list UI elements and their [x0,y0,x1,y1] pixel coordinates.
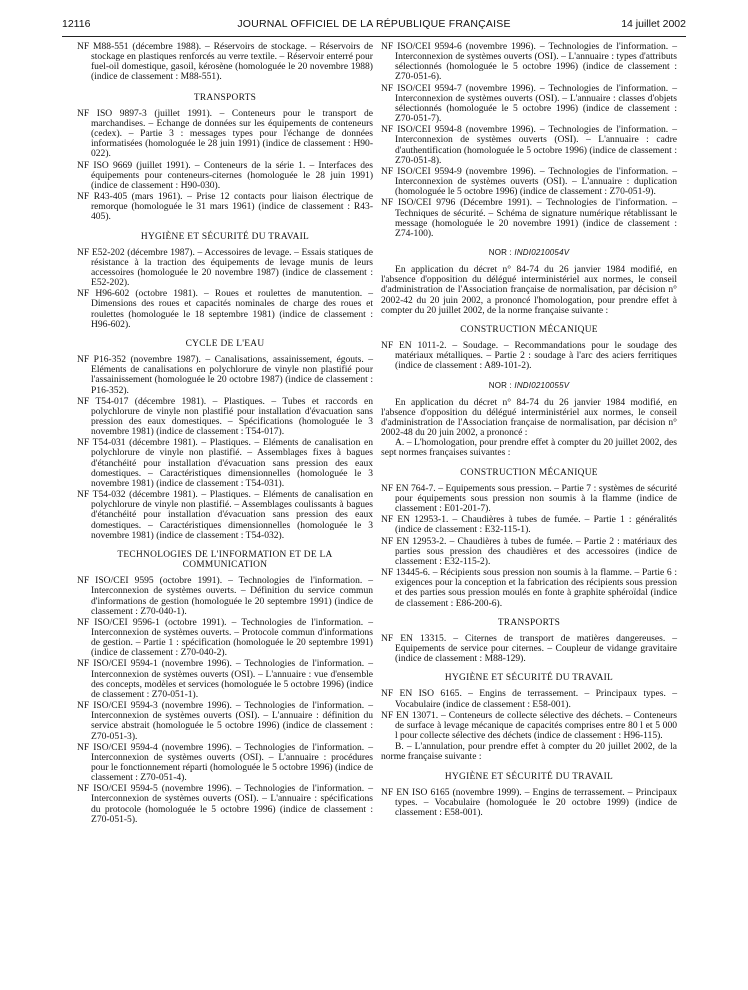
standard-entry: NF ISO/CEI 9594-7 (novembre 1996). – Technologies de l'information. – Interconnexion de systèmes ouverts (OSI). – L'annuaire : classes d'objets sélectionnés (homologuée le 5 octobre 1996) (indice de classement : Z70-051-7). [381,82,677,125]
standard-entry: NF EN 764-7. – Equipements sous pression. – Partie 7 : systèmes de sécurité pour équipements sous pression non soumis à la flamme (indice de classement : E01-201-7). [381,482,677,515]
section-heading: CONSTRUCTION MÉCANIQUE [460,467,598,478]
standard-entry: NF ISO/CEI 9594-1 (novembre 1996). – Technologies de l'information. – Interconnexion de systèmes ouverts (OSI). – L'annuaire : vue d'ensemble des concepts, modèles et services (homologuée le 5 octobre 1996) (indice de classement : Z70-051-1). [77,658,373,700]
nor-reference [381,381,677,391]
standard-entry: NF 13445-6. – Récipients sous pression non soumis à la flamme. – Partie 6 : exigences pour la conception et la fabrication des récipients sous pression et des parties sous pression moulés en fonte à graphite sphéroïdal (indice de classement : E86-200-6). [381,567,677,609]
section-heading: HYGIÈNE ET SÉCURITÉ DU TRAVAIL [444,673,614,684]
publication-date: 14 juillet 2002 [621,18,686,30]
nor-reference [381,248,677,258]
section-heading: TRANSPORTS [193,92,257,103]
page-header [62,16,686,34]
standard-entry: NF EN 13315. – Citernes de transport de matières dangereuses. – Equipements de service pour citernes. – Coupleur de vidange gravitaire (indice de classement : M88-129). [381,632,677,665]
decision-paragraph: En application du décret n° 84-74 du 26 janvier 1984 modifié, en l'absence d'opposition du délégué interministériel aux normes, le conseil d'administration de l'Association française de normalisation, par décision n° 2002-48 du 20 juin 2002, a prononcé : [381,396,677,439]
section-heading: TECHNOLOGIES DE L'INFORMATION ET DE LA COMMUNICATION [117,549,333,571]
standard-entry: NF EN 12953-2. – Chaudières à tubes de fumée. – Partie 2 : matériaux des parties sous pression des chaudières et des accessoires (indice de classement : E32-115-2). [381,535,677,567]
section-heading: CONSTRUCTION MÉCANIQUE [460,324,598,335]
standard-entry: NF ISO/CEI 9594-4 (novembre 1996). – Technologies de l'information. – Interconnexion de systèmes ouverts (OSI). – L'annuaire : procédures pour le fonctionnement réparti (homologuée le 5 octobre 1996) (indice de classement : Z70-051-4). [77,741,373,784]
standard-entry: NF T54-017 (décembre 1981). – Plastiques. – Tubes et raccords en polychlorure de vinyle non plastifié pour installation d'évacuation sans pression des eaux domestiques. – Spécifications (homologuée le 3 novembre 1981) (indice de classement : T54-017). [77,395,373,438]
header-rule [62,36,686,37]
standard-entry: NF ISO 9897-3 (juillet 1991). – Conteneurs pour le transport de marchandises. – Echange de données sur les équipements de conteneurs (cedex). – Partie 3 : messages types pour l'échange de données informatisées (homologuée le 28 juin 1991) (indice de classement : H90-022). [77,107,373,160]
nor-code: INDI0210054V [514,247,570,257]
right-column [381,42,677,819]
standard-entry: NF R43-405 (mars 1961). – Prise 12 contacts pour liaison électrique de remorque (homologuée le 31 mars 1961) (indice de classement : R43-405). [77,191,373,223]
left-column [77,42,373,826]
journal-title: JOURNAL OFFICIEL DE LA RÉPUBLIQUE FRANÇAISE [237,18,511,30]
nor-label: NOR : [488,380,512,390]
standard-entry: NF ISO/CEI 9596-1 (octobre 1991). – Technologies de l'information. – Interconnexion de systèmes ouverts. – Protocole commun d'informations de gestion. – Partie 1 : spécification (homologuée le 20 septembre 1991) (indice de classement : Z70-040-2). [77,616,373,659]
standard-entry: NF ISO/CEI 9594-6 (novembre 1996). – Technologies de l'information. – Interconnexion de systèmes ouverts (OSI). – L'annuaire : types d'attributs sélectionnés (homologuée le 5 octobre 1996) (indice de classement : Z70-051-6). [381,41,677,83]
standard-entry: NF M88-551 (décembre 1988). – Réservoirs de stockage. – Réservoirs de stockage en plastiques renforcés au verre textile. – Réservoir enterré pour fuel-oil domestique, gasoil, kérosène (homologuée le 20 novembre 1988) (indice de classement : M88-551). [77,41,373,83]
standard-entry: NF E52-202 (décembre 1987). – Accessoires de levage. – Essais statiques de résistance à la traction des équipements de levage munis de leurs accessoires (homologuée le 20 novembre 1987) (indice de classement : E52-202). [77,246,373,289]
standard-entry: NF T54-032 (décembre 1981). – Plastiques. – Eléments de canalisation en polychlorure de vinyle non plastifié. – Assemblages coulissants à bagues d'étanchéité pour installation d'évacuation sans pression des eaux domestiques. – Caractéristiques dimensionnelles (homologuée le 3 novembre 1981) (indice de classement : T54-032). [77,489,373,541]
standard-entry: NF ISO/CEI 9796 (Décembre 1991). – Technologies de l'information. – Techniques de sécurité. – Schéma de signature numérique rétablissant le message (homologuée le 20 novembre 1991) (indice de classement : Z74-100). [381,197,677,239]
standard-entry: NF EN ISO 6165. – Engins de terrassement. – Principaux types. – Vocabulaire (indice de classement : E58-001). [381,688,677,710]
nor-code: INDI0210055V [514,380,570,390]
section-heading: CYCLE DE L'EAU [185,338,265,349]
page-number: 12116 [62,18,91,30]
standard-entry: NF EN 13071. – Conteneurs de collecte sélective des déchets. – Conteneurs de surface à levage mécanique de capacités comprises entre 80 l et 5 000 l pour collecte sélective des déchets (indice de classement : H96-115). [381,709,677,742]
standard-entry: NF H96-602 (octobre 1981). – Roues et roulettes de manutention. – Dimensions des roues et capacités nominales de charge des roues et roulettes (homologuée le 18 septembre 1981) (indice de classement : H96-602). [77,288,373,330]
nor-label: NOR : [488,247,512,257]
standard-entry: NF ISO/CEI 9594-3 (novembre 1996). – Technologies de l'information. – Interconnexion de systèmes ouverts (OSI). – L'annuaire : définition du service abstrait (homologuée le 5 octobre 1996) (indice de classement : Z70-051-3). [77,700,373,742]
standard-entry: NF ISO 9669 (juillet 1991). – Conteneurs de la série 1. – Interfaces des équipements pour conteneurs-citernes (homologuée le 28 juin 1991) (indice de classement : H90-030). [77,159,373,191]
standard-entry: NF ISO/CEI 9594-8 (novembre 1996). – Technologies de l'information. – Interconnexion de systèmes ouverts (OSI). – L'annuaire : cadre d'authentification (homologuée le 5 octobre 1996) (indice de classement : Z70-051-8). [381,124,677,166]
standard-entry: NF EN 12953-1. – Chaudières à tubes de fumée. – Partie 1 : généralités (indice de classement : E32-115-1). [381,514,677,536]
decision-paragraph: En application du décret n° 84-74 du 26 janvier 1984 modifié, en l'absence d'opposition du délégué interministériel aux normes, le conseil d'administration de l'Association française de normalisation, par décision n° 2002-42 du 20 juin 2002, a prononcé l'homologation, pour prendre effet à compter du 20 juillet 2002, de la norme française suivante : [381,264,677,316]
section-heading: HYGIÈNE ET SÉCURITÉ DU TRAVAIL [444,771,614,782]
standard-entry: NF P16-352 (novembre 1987). – Canalisations, assainissement, égouts. – Eléments de canalisations en polychlorure de vinyle non plastifié pour l'assainissement (homologuée le 20 octobre 1987) (indice de classement : P16-352). [77,354,373,396]
standard-entry: NF ISO/CEI 9594-5 (novembre 1996). – Technologies de l'information. – Interconnexion de systèmes ouverts (OSI). – L'annuaire : spécifications du protocole (homologuée le 5 octobre 1996) (indice de classement : Z70-051-5). [77,783,373,825]
section-heading: TRANSPORTS [497,617,561,628]
standard-entry: NF T54-031 (décembre 1981). – Plastiques. – Eléments de canalisation en polychlorure de vinyle non plastifié. – Assemblages fixes à bagues d'étanchéité pour installation d'évacuation sans pression des eaux domestiques. – Caractéristiques dimensionnelles (homologuée le 3 novembre 1981) (indice de classement : T54-031). [77,437,373,489]
standard-entry: NF EN ISO 6165 (novembre 1999). – Engins de terrassement. – Principaux types. – Vocabulaire (homologuée le 20 octobre 1999) (indice de classement : E58-001). [381,786,677,818]
standard-entry: NF EN 1011-2. – Soudage. – Recommandations pour le soudage des matériaux métalliques. – Partie 2 : soudage à l'arc des aciers ferritiques (indice de classement : A89-101-2). [381,340,677,372]
standard-entry: NF ISO/CEI 9595 (octobre 1991). – Technologies de l'information. – Interconnexion de systèmes ouverts. – Définition du service commun d'informations de gestion (homologuée le 20 septembre 1991) (indice de classement : Z70-040-1). [77,575,373,617]
decision-paragraph: A. – L'homologation, pour prendre effet à compter du 20 juillet 2002, des sept normes françaises suivantes : [381,437,677,459]
section-heading: HYGIÈNE ET SÉCURITÉ DU TRAVAIL [140,231,310,242]
standard-entry: NF ISO/CEI 9594-9 (novembre 1996). – Technologies de l'information. – Interconnexion de systèmes ouverts (OSI). – L'annuaire : duplication (homologuée le 5 octobre 1996) (indice de classement : Z70-051-9). [381,165,677,198]
decision-paragraph: B. – L'annulation, pour prendre effet à compter du 20 juillet 2002, de la norme française suivante : [381,741,677,763]
